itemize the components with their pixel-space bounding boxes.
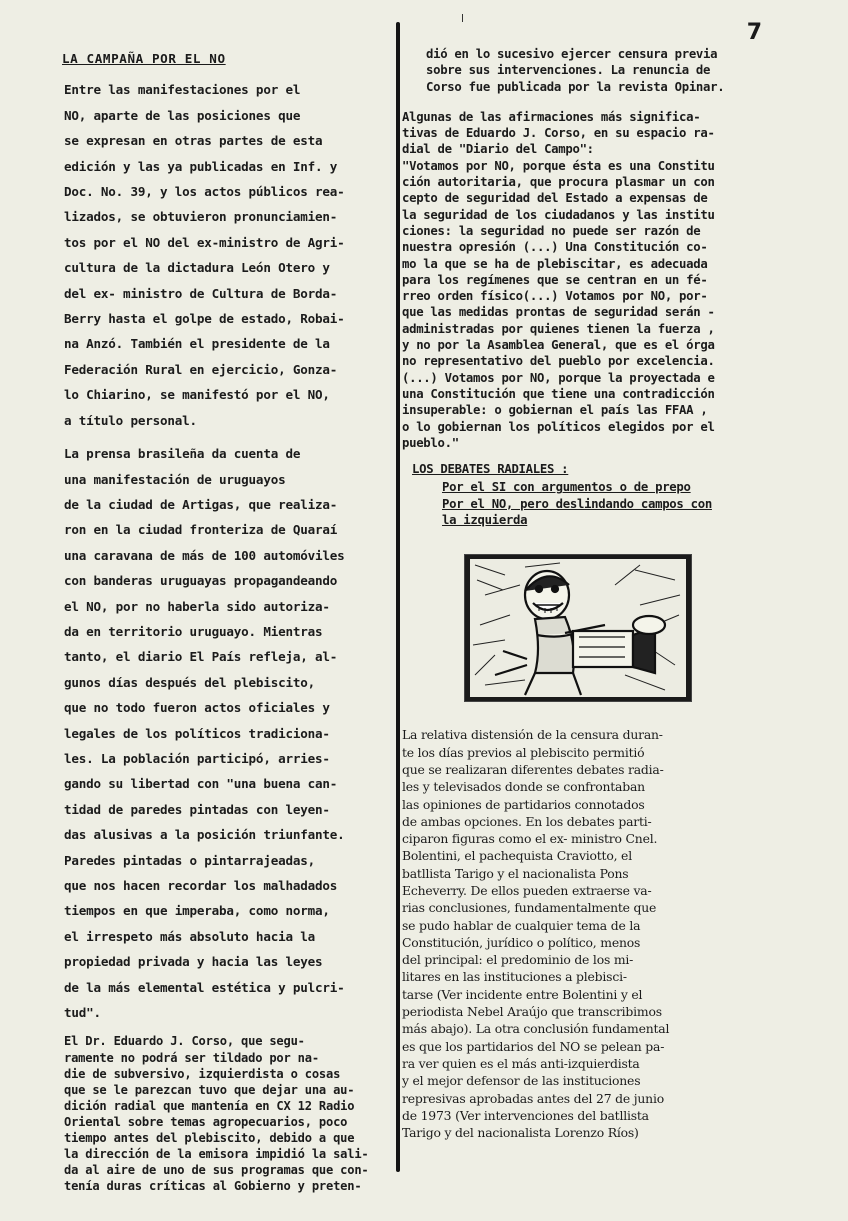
text-line: una Constitución que tiene una contradicción (402, 386, 715, 401)
text-line: tidad de paredes pintadas con leyen- (64, 801, 330, 817)
text-line: tiempo antes del plebiscito, debido a que (64, 1131, 355, 1145)
text-line: Oriental sobre temas agropecuarios, poco (64, 1114, 348, 1129)
text-line: que no todo fueron actos oficiales y (64, 700, 330, 716)
text-line: dial de "Diario del Campo": (402, 142, 594, 157)
paragraph-prensa-brasilena (56, 441, 388, 1025)
text-line: de la más elemental estética y pulcri- (64, 979, 345, 995)
text-line: las opiniones de partidarios connotados (402, 796, 645, 812)
text-line: rias conclusiones, fundamentalmente que (402, 900, 657, 916)
text-line: da al aire de uno de sus programas que con- (64, 1163, 369, 1178)
text-line: lo Chiarino, se manifestó por el NO, (64, 387, 330, 403)
text-line: te los días previos al plebiscito permitió (402, 744, 645, 760)
text-line: tivas de Eduardo J. Corso, en su espacio ra- (402, 126, 715, 141)
text-line: rreo orden físico(...) Votamos por NO, por- (402, 289, 708, 304)
left-column (56, 46, 388, 1194)
text-line: el NO, por no haberla sido autoriza- (64, 598, 330, 614)
text-line: dición radial que mantenía en CX 12 Radio (64, 1098, 355, 1113)
text-line: para los regímenes que se centran en un fé- (402, 272, 708, 287)
debates-subheading-line: la izquierda (442, 513, 528, 528)
text-line: ción autoritaria, que procura plasmar un con (402, 175, 715, 190)
text-line: Bolentini, el pachequista Craviotto, el (402, 848, 632, 864)
text-line: administradas por quienes tienen la fuerza , (402, 321, 715, 336)
text-line: propiedad privada y hacia las leyes (64, 954, 323, 970)
text-line: del ex- ministro de Cultura de Borda- (64, 285, 338, 301)
text-line: del principal: el predominio de los mi- (402, 952, 634, 968)
text-line: batllista Tarigo y el nacionalista Pons (402, 865, 629, 881)
text-line: cepto de seguridad del Estado a expensas de (402, 191, 708, 206)
text-line: que nos hacen recordar los malhadados (64, 878, 338, 893)
text-line: Entre las manifestaciones por el (64, 82, 301, 98)
text-line: ramente no podrá ser tildado por na- (64, 1050, 319, 1065)
text-line: El Dr. Eduardo J. Corso, que segu- (64, 1034, 305, 1049)
text-line: más abajo). La otra conclusión fundamental (402, 1021, 670, 1037)
text-line: Paredes pintadas o pintarrajeadas, (64, 852, 315, 868)
text-line: ciparon figuras como el ex- ministro Cnel. (402, 831, 658, 847)
text-line: con banderas uruguayas propagandeando (64, 573, 338, 589)
text-line: la dirección de la emisora impidió la sali- (64, 1147, 369, 1162)
section-heading: LA CAMPAÑA POR EL NO (62, 51, 226, 66)
paragraph-manifestaciones (56, 77, 388, 433)
text-line: Echeverry. De ellos pueden extraerse va- (402, 882, 652, 898)
text-line: represivas aprobadas antes del 27 de junio (402, 1090, 664, 1106)
text-line: (...) Votamos por NO, porque la proyectada e (402, 370, 715, 385)
text-line: ciones: la seguridad no puede ser razón de (402, 223, 701, 238)
text-line: "Votamos por NO, porque ésta es una Constitu (402, 158, 715, 173)
corso-quote-block (402, 109, 794, 451)
text-line: La relativa distensión de la censura duran- (402, 727, 663, 743)
text-line: La prensa brasileña da cuenta de (64, 446, 301, 462)
text-line: se expresan en otras partes de esta (64, 133, 323, 149)
text-line: periodista Nebel Araújo que transcribimos (402, 1004, 662, 1020)
text-line: Corso fue publicada por la revista Opinar. (426, 79, 725, 94)
text-line: die de subversivo, izquierdista o cosas (64, 1066, 341, 1081)
column-divider (396, 22, 400, 1172)
text-line: edición y las ya publicadas en Inf. y (64, 158, 338, 174)
text-line: tarse (Ver incidente entre Bolentini y el (402, 986, 643, 1002)
text-line: la seguridad de los ciudadanos y las institu (402, 207, 715, 222)
text-line: les. La población participó, arries- (64, 750, 330, 766)
debates-subheading-line: Por el NO, pero deslindando campos con (442, 496, 712, 511)
text-line: no representativo del pueblo por excelencia. (402, 354, 715, 369)
cartoon-illustration (464, 554, 692, 702)
text-line: NO, aparte de las posiciones que (64, 107, 301, 123)
text-line: Berry hasta el golpe de estado, Robai- (64, 311, 345, 327)
text-line: a título personal. (64, 412, 197, 428)
paragraph-corso (56, 1033, 388, 1194)
text-line: tos por el NO del ex-ministro de Agri- (64, 234, 345, 250)
text-line: cultura de la dictadura León Otero y (64, 260, 330, 276)
continuation-text (426, 46, 794, 95)
text-line: Constitución, jurídico o político, menos (402, 934, 641, 950)
text-line: que se realizaran diferentes debates radia- (402, 761, 664, 777)
text-line: de 1973 (Ver intervenciones del batllista (402, 1107, 649, 1123)
debates-subheadings (402, 479, 794, 528)
text-line: ron en la ciudad fronteriza de Quaraí (64, 522, 338, 538)
text-line: mo la que se ha de plebiscitar, es adecuada (402, 256, 708, 271)
text-line: litares en las instituciones a plebisci- (402, 969, 627, 985)
text-line: dió en lo sucesivo ejercer censura previa (426, 47, 718, 61)
text-line: gando su libertad con "una buena can- (64, 776, 338, 792)
text-line: es que los partidarios del NO se pelean pa- (402, 1038, 665, 1054)
text-line: les y televisados donde se confrontaban (402, 779, 645, 795)
cartoon-drawing (465, 555, 691, 701)
text-line: y el mejor defensor de las instituciones (402, 1073, 641, 1089)
text-line: el irrespeto más absoluto hacia la (64, 928, 315, 944)
debates-body-text (402, 726, 794, 1141)
text-line: Federación Rural en ejercicio, Gonza- (64, 361, 338, 377)
text-line: nuestra opresión (...) Una Constitución co- (402, 240, 708, 255)
text-line: tenía duras críticas al Gobierno y preten- (64, 1179, 362, 1194)
text-line: de ambas opciones. En los debates parti- (402, 813, 652, 829)
text-line: una caravana de más de 100 automóviles (64, 547, 345, 563)
text-line: sobre sus intervenciones. La renuncia de (426, 63, 711, 78)
text-line: gunos días después del plebiscito, (64, 674, 315, 690)
text-line: tanto, el diario El País refleja, al- (64, 649, 338, 665)
text-line: ra ver quien es el más anti-izquierdista (402, 1055, 640, 1071)
text-line: Tarigo y del nacionalista Lorenzo Ríos) (402, 1125, 639, 1141)
text-line: das alusivas a la posición triunfante. (64, 827, 345, 843)
text-line: o lo gobiernan los políticos elegidos por el (402, 419, 715, 434)
text-line: insuperable: o gobiernan el país las FFAA , (402, 403, 708, 418)
text-line: de la ciudad de Artigas, que realiza- (64, 496, 338, 512)
right-column (402, 46, 794, 1141)
text-line: da en territorio uruguayo. Mientras (64, 623, 323, 639)
text-line: tiempos en que imperaba, como norma, (64, 903, 330, 919)
text-line: y no por la Asamblea General, que es el órga (402, 338, 715, 353)
debates-heading: LOS DEBATES RADIALES : (412, 462, 569, 477)
text-line: que se le parezcan tuvo que dejar una au- (64, 1082, 355, 1097)
text-line: se pudo hablar de cualquier tema de la (402, 917, 641, 933)
text-line: Algunas de las afirmaciones más significa- (402, 109, 701, 124)
debates-subheading-line: Por el SI con argumentos o de prepo (442, 480, 691, 495)
text-line: tud". (64, 1005, 101, 1021)
margin-mark (462, 14, 463, 22)
text-line: lizados, se obtuvieron pronunciamien- (64, 209, 338, 225)
text-line: pueblo." (402, 435, 459, 450)
text-line: na Anzó. También el presidente de la (64, 336, 330, 352)
page-number: 7 (746, 20, 762, 45)
text-line: que las medidas prontas de seguridad serán - (402, 305, 715, 320)
text-line: una manifestación de uruguayos (64, 471, 286, 487)
text-line: Doc. No. 39, y los actos públicos rea- (64, 184, 345, 200)
text-line: legales de los políticos tradiciona- (64, 725, 330, 741)
